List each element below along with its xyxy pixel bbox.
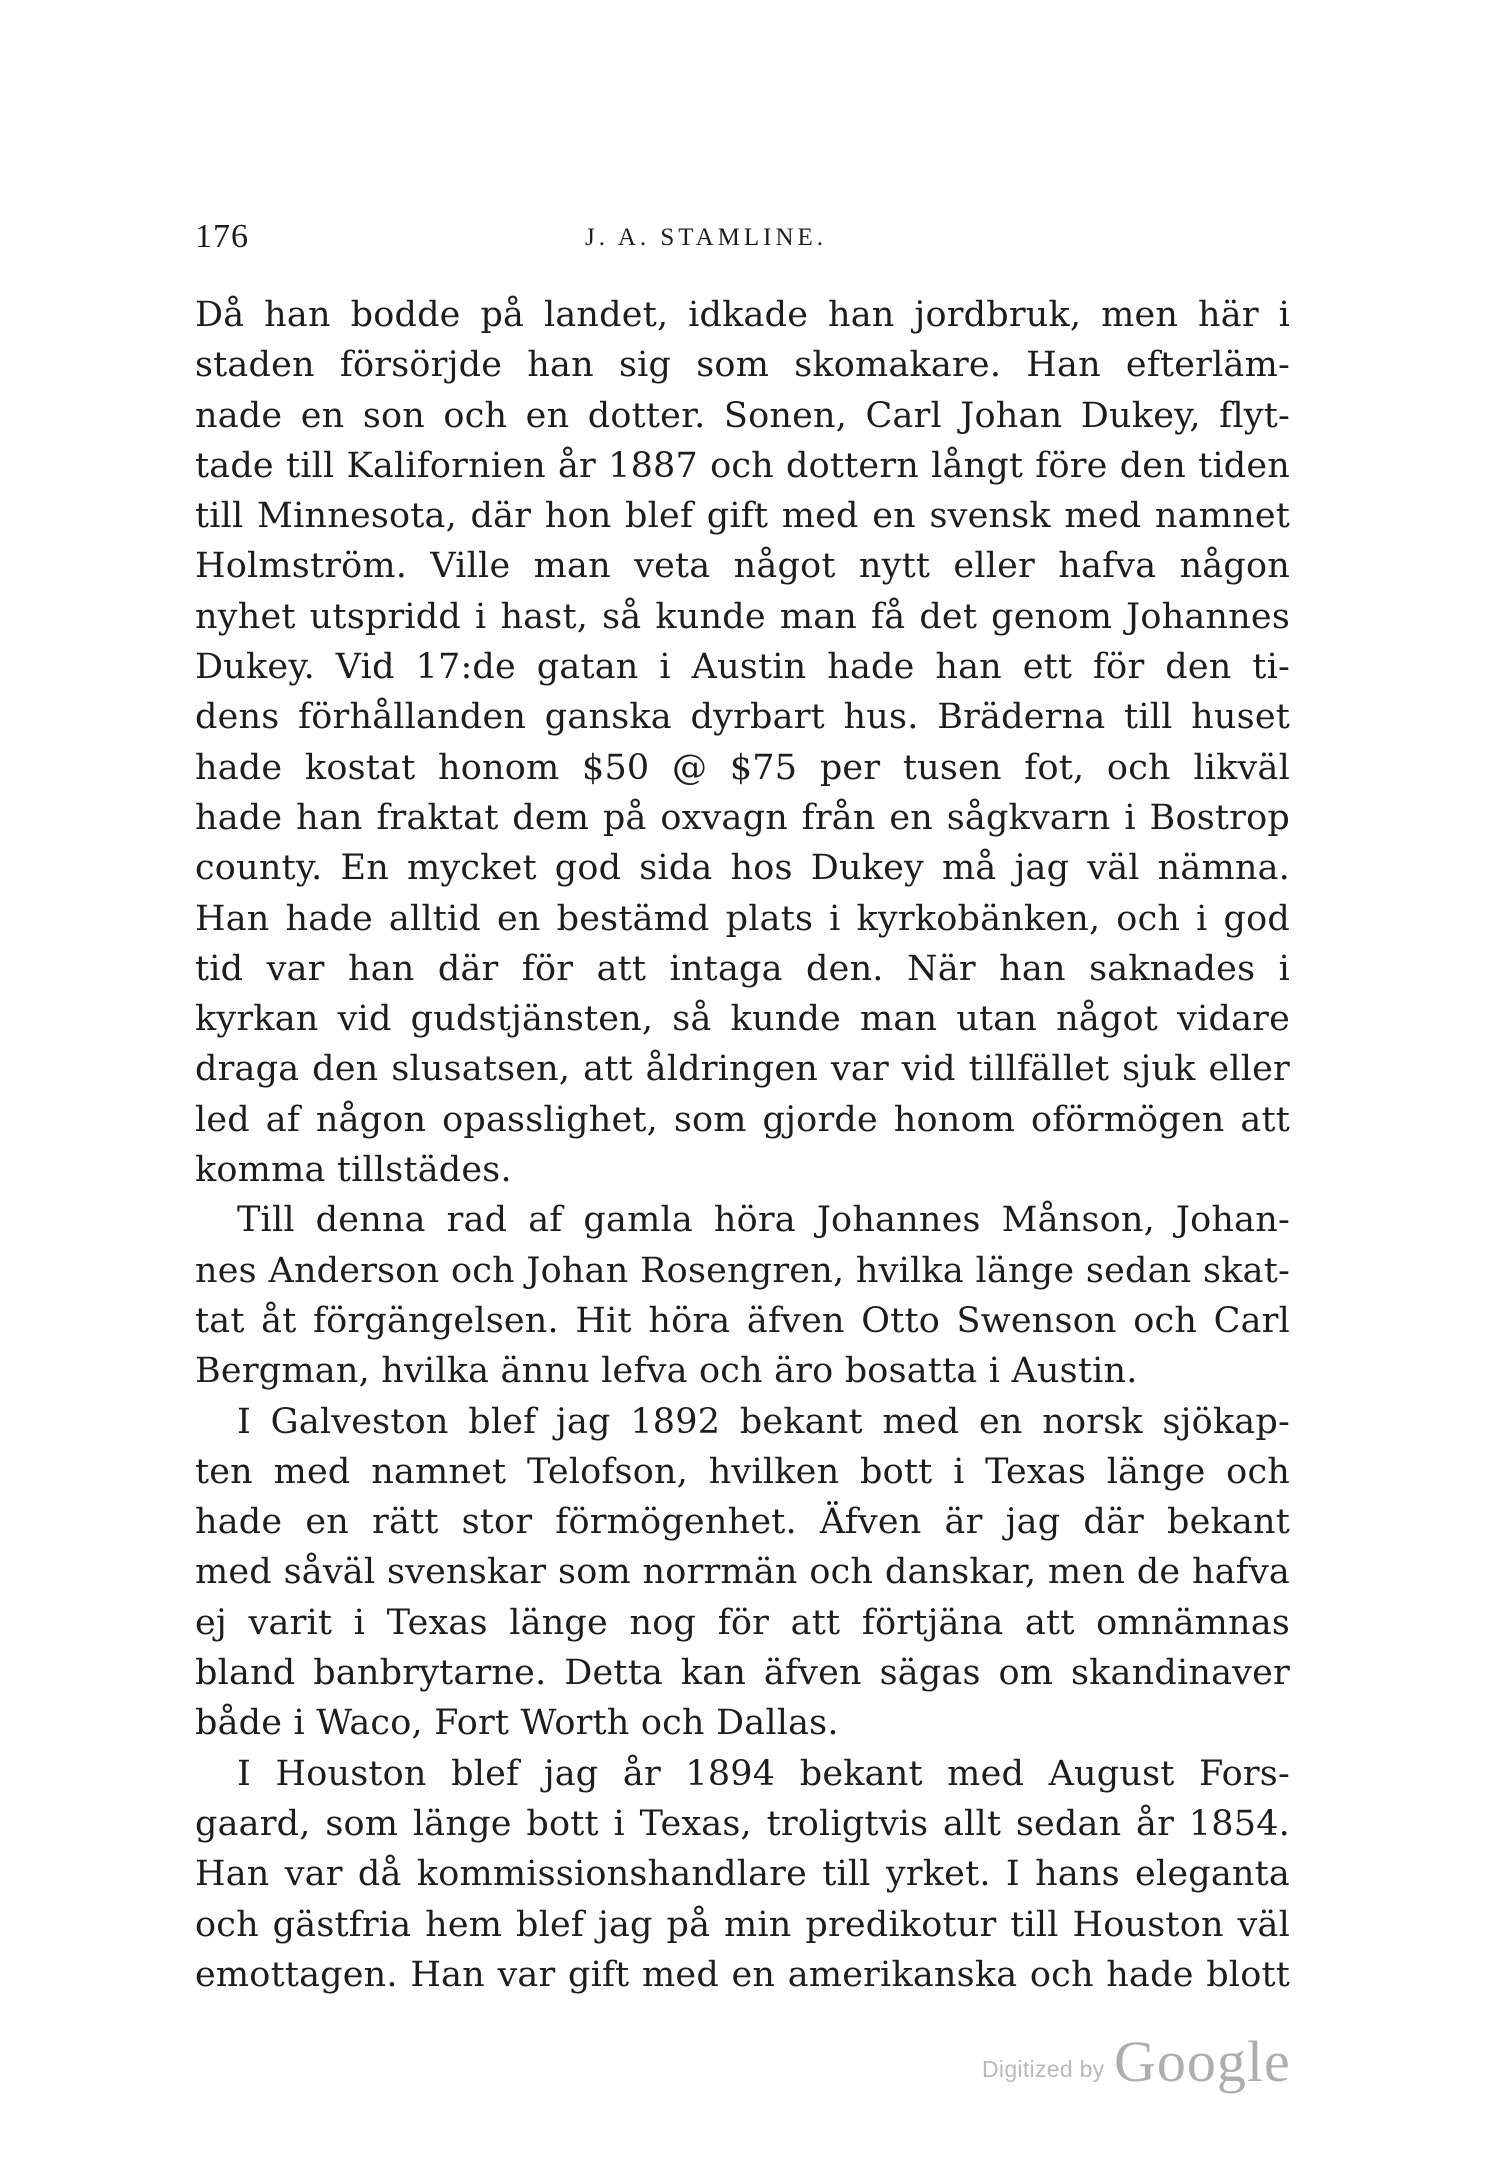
text-line: komma tillstädes. <box>195 1150 512 1191</box>
text-line: ten med namnet Telofson, hvilken bott i Texas länge och <box>195 1451 1290 1492</box>
text-line: med såväl svenskar som norrmän och danskar, men de hafva <box>195 1552 1290 1593</box>
text-line: hade en rätt stor förmögenhet. Äfven är jag där bekant <box>195 1502 1290 1543</box>
text-line: nade en son och en dotter. Sonen, Carl Johan Dukey, flyt- <box>195 395 1290 436</box>
text-line: och gästfria hem blef jag på min predikotur till Houston väl <box>195 1904 1290 1945</box>
text-line: emottagen. Han var gift med en amerikanska och hade blott <box>195 1954 1290 1995</box>
text-line: Till denna rad af gamla höra Johannes Månson, Johan- <box>237 1200 1290 1241</box>
text-line: bland banbrytarne. Detta kan äfven sägas om skandinaver <box>195 1653 1290 1694</box>
text-line: led af någon opasslighet, som gjorde honom oförmögen att <box>195 1099 1290 1140</box>
text-line: county. En mycket god sida hos Dukey må jag väl nämna. <box>195 848 1290 889</box>
text-line: hade kostat honom $50 @ $75 per tusen fot, och likväl <box>195 747 1290 788</box>
text-line: tade till Kalifornien år 1887 och dottern långt före den tiden <box>195 445 1290 486</box>
text-line: Bergman, hvilka ännu lefva och äro bosatta i Austin. <box>195 1351 1138 1392</box>
text-line: Han var då kommissionshandlare till yrket. I hans eleganta <box>195 1854 1290 1895</box>
text-line: I Galveston blef jag 1892 bekant med en norsk sjökap- <box>237 1401 1290 1442</box>
text-line: tat åt förgängelsen. Hit höra äfven Otto Swenson och Carl <box>195 1300 1290 1341</box>
text-line: dens förhållanden ganska dyrbart hus. Bräderna till huset <box>195 697 1290 738</box>
text-line: både i Waco, Fort Worth och Dallas. <box>195 1703 839 1744</box>
text-line: ej varit i Texas länge nog för att förtjäna att omnämnas <box>195 1602 1290 1643</box>
text-line: staden försörjde han sig som skomakare. Han efterläm- <box>195 345 1290 386</box>
body-text <box>195 290 1290 2000</box>
text-line: tid var han där för att intaga den. När han saknades i <box>195 948 1290 989</box>
digitized-watermark <box>982 2028 1302 2098</box>
text-line: kyrkan vid gudstjänsten, så kunde man utan något vidare <box>195 999 1290 1040</box>
text-line: Då han bodde på landet, idkade han jordbruk, men här i <box>195 295 1290 335</box>
watermark-prefix: Digitized by <box>982 2056 1105 2082</box>
text-line: Dukey. Vid 17:de gatan i Austin hade han ett för den ti- <box>195 647 1290 688</box>
text-line: hade han fraktat dem på oxvagn från en sågkvarn i Bostrop <box>195 797 1290 838</box>
text-line: I Houston blef jag år 1894 bekant med August Fors- <box>237 1753 1290 1794</box>
page-number: 176 <box>195 218 249 255</box>
text-line: nes Anderson och Johan Rosengren, hvilka länge sedan skat- <box>195 1250 1290 1291</box>
text-line: nyhet utspridd i hast, så kunde man få det genom Johannes <box>195 596 1290 637</box>
running-head <box>195 218 1285 258</box>
text-line: till Minnesota, där hon blef gift med en svensk med namnet <box>195 496 1290 537</box>
text-line: draga den slusatsen, att åldringen var vid tillfället sjuk eller <box>195 1049 1290 1090</box>
text-line: Han hade alltid en bestämd plats i kyrkobänken, och i god <box>195 898 1290 939</box>
running-title: J. A. STAMLINE. <box>585 224 828 251</box>
text-line: gaard, som länge bott i Texas, troligtvis allt sedan år 1854. <box>195 1803 1290 1844</box>
watermark-brand-logo: Google <box>1114 2029 1291 2094</box>
text-line: Holmström. Ville man veta något nytt eller hafva någon <box>195 546 1290 587</box>
